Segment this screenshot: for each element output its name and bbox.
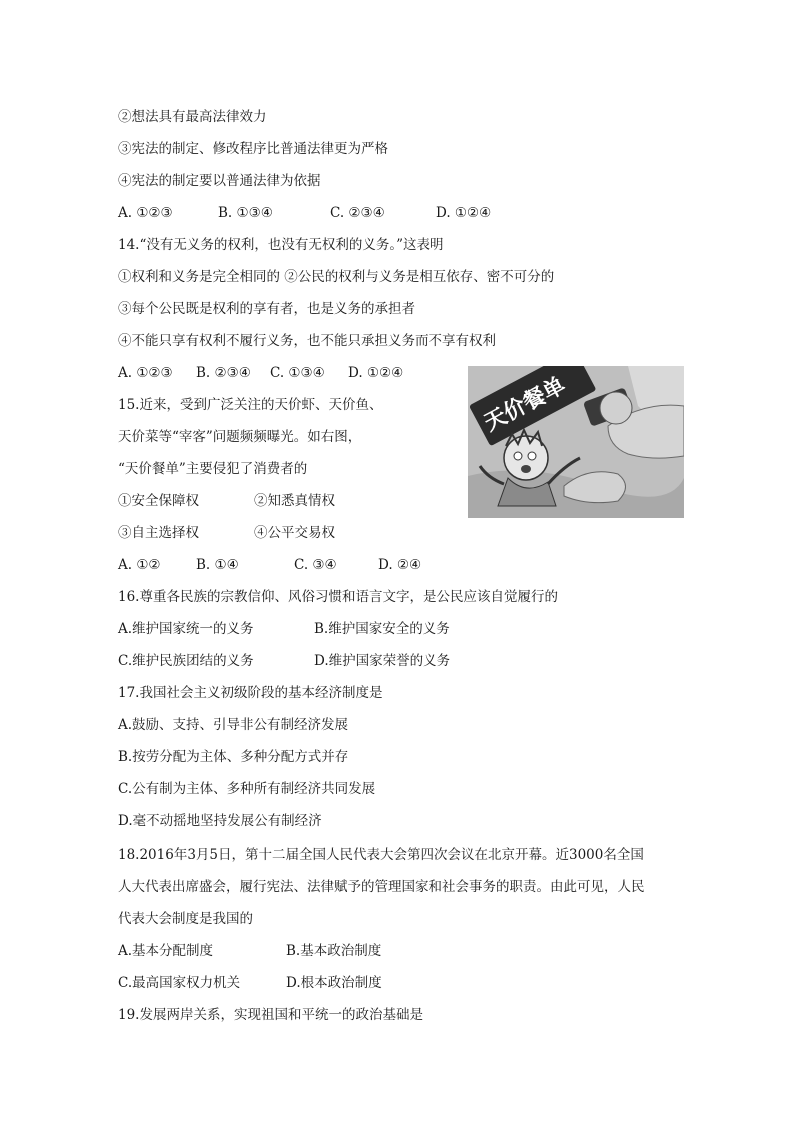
q13-option-a: A. ①②③ [118, 205, 173, 221]
q17-option-d: D.毫不动摇地坚持发展公有制经济 [118, 813, 322, 829]
q15-option-a: A. ①② [118, 557, 161, 573]
q16-option-a: A.维护国家统一的义务 [118, 621, 254, 637]
q15-option-b: B. ①④ [196, 557, 239, 573]
cartoon-svg [468, 366, 684, 518]
q15-rights-row-2 [118, 524, 418, 542]
question-16: 16.尊重各民族的宗教信仰、风俗习惯和语言文字，是公民应该自觉履行的 [118, 589, 558, 605]
q18-options-row-1 [118, 942, 518, 960]
q15-rights-row-1 [118, 492, 418, 510]
question-18-line-2: 人大代表出席盛会，履行宪法、法律赋予的管理国家和社会事务的职责。由此可见，人民 [118, 879, 645, 895]
question-17: 17.我国社会主义初级阶段的基本经济制度是 [118, 685, 383, 701]
q17-option-c: C.公有制为主体、多种所有制经济共同发展 [118, 781, 376, 797]
option-line-4: ④宪法的制定要以普通法律为依据 [118, 173, 321, 189]
q16-options-row-2 [118, 652, 518, 670]
q18-options-row-2 [118, 974, 518, 992]
option-line-3: ③宪法的制定、修改程序比普通法律更为严格 [118, 141, 388, 157]
q14-statement-1-2: ①权利和义务是完全相同的 ②公民的权利与义务是相互依存、密不可分的 [118, 269, 555, 285]
q14-options [118, 364, 458, 382]
right-choice: ③自主选择权 [118, 525, 199, 541]
q18-option-d: D.根本政治制度 [286, 975, 382, 991]
cartoon-illustration [468, 366, 684, 518]
q14-option-d: D. ①②④ [348, 365, 404, 381]
question-18-line-3: 代表大会制度是我国的 [118, 911, 253, 927]
q14-statement-4: ④不能只享有权利不履行义务，也不能只承担义务而不享有权利 [118, 333, 496, 349]
q14-option-c: C. ①③④ [270, 365, 325, 381]
question-15-line-1: 15.近来，受到广泛关注的天价虾、天价鱼、 [118, 397, 383, 413]
right-fair-trade: ④公平交易权 [254, 525, 335, 541]
menu-sign-text: 天价餐单 [480, 373, 570, 437]
q14-option-a: A. ①②③ [118, 365, 173, 381]
q13-option-c: C. ②③④ [330, 205, 385, 221]
q13-option-d: D. ①②④ [436, 205, 492, 221]
q14-option-b: B. ②③④ [196, 365, 251, 381]
q16-option-d: D.维护国家荣誉的义务 [314, 653, 451, 669]
q15-option-c: C. ③④ [294, 557, 337, 573]
question-19: 19.发展两岸关系，实现祖国和平统一的政治基础是 [118, 1007, 423, 1023]
q16-option-b: B.维护国家安全的义务 [314, 621, 450, 637]
q13-option-b: B. ①③④ [218, 205, 273, 221]
right-safety: ①安全保障权 [118, 493, 199, 509]
q16-option-c: C.维护民族团结的义务 [118, 653, 254, 669]
question-14: 14.“没有无义务的权利，也没有无权利的义务。”这表明 [118, 237, 444, 253]
right-know-truth: ②知悉真情权 [254, 493, 335, 509]
q17-option-a: A.鼓励、支持、引导非公有制经济发展 [118, 717, 349, 733]
question-18-line-1: 18.2016年3月5日，第十二届全国人民代表大会第四次会议在北京开幕。近3000名全国 [118, 847, 644, 863]
q17-option-b: B.按劳分配为主体、多种分配方式并存 [118, 749, 349, 765]
q14-statement-3: ③每个公民既是权利的享有者，也是义务的承担者 [118, 301, 415, 317]
question-15-line-2: 天价菜等“宰客”问题频频曝光。如右图， [118, 429, 362, 445]
q18-option-a: A.基本分配制度 [118, 943, 214, 959]
q13-options [118, 204, 678, 222]
q15-options [118, 556, 458, 574]
q16-options-row-1 [118, 620, 518, 638]
q18-option-b: B.基本政治制度 [286, 943, 382, 959]
q15-option-d: D. ②④ [378, 557, 422, 573]
q18-option-c: C.最高国家权力机关 [118, 975, 241, 991]
option-line-2: ②想法具有最高法律效力 [118, 109, 267, 125]
question-15-line-3: “天价餐单”主要侵犯了消费者的 [118, 461, 308, 477]
